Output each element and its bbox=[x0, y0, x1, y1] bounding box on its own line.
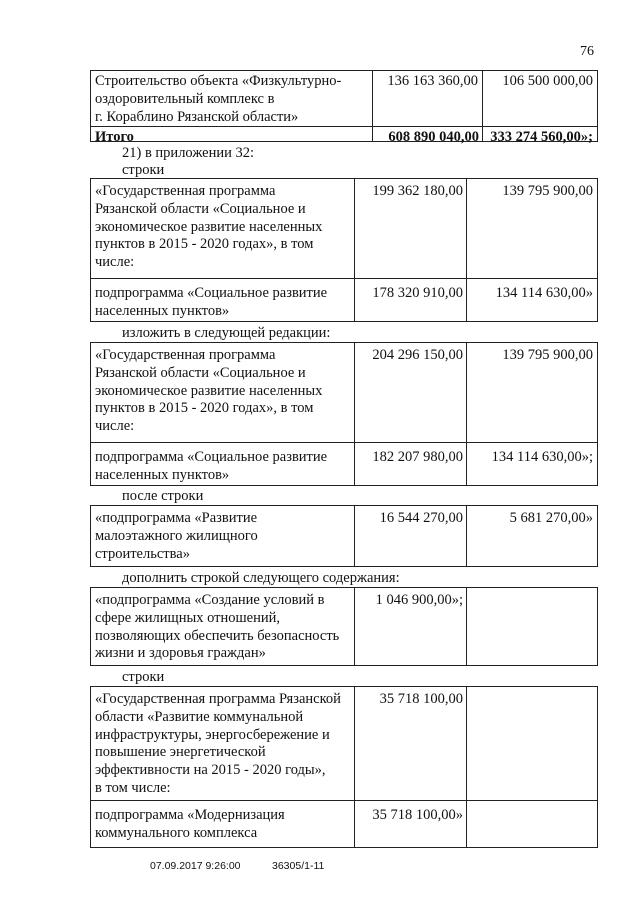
value-2: 5 681 270,00» bbox=[509, 510, 593, 526]
row-divider bbox=[91, 442, 597, 443]
table-2 bbox=[90, 178, 598, 322]
amendment-note: дополнить строкой следующего содержания: bbox=[122, 570, 400, 586]
row-name: «Государственная программа Рязанской области «Социальное и экономическое развитие населенных пунктов в 2015 - 2020 годах», в том числе: bbox=[95, 183, 323, 271]
value-1: 199 362 180,00 bbox=[372, 183, 463, 199]
table-1 bbox=[90, 70, 598, 145]
table-4 bbox=[90, 505, 598, 567]
amendment-note: строки bbox=[122, 669, 165, 685]
row-name: подпрограмма «Социальное развитие населенных пунктов» bbox=[95, 285, 328, 319]
row-divider bbox=[91, 278, 597, 279]
value-1: 35 718 100,00» bbox=[372, 807, 463, 823]
row-name: подпрограмма «Социальное развитие населенных пунктов» bbox=[95, 449, 328, 483]
footer-doc-code: 36305/1-11 bbox=[272, 860, 325, 872]
value-1: 204 296 150,00 bbox=[372, 347, 463, 363]
value-2: 106 500 000,00 bbox=[502, 73, 593, 89]
value-1: 178 320 910,00 bbox=[372, 285, 463, 301]
page-number: 76 bbox=[580, 44, 594, 59]
value-1: 1 046 900,00»; bbox=[375, 592, 463, 608]
row-divider bbox=[91, 800, 597, 801]
row-name: «Государственная программа Рязанской области «Развитие коммунальной инфраструктуры, энергосбережение и повышение энергетической эффективности на 2015 - 2020 годы», в том числе: bbox=[95, 691, 341, 796]
row-name: подпрограмма «Модернизация коммунального комплекса bbox=[95, 807, 285, 841]
amendment-note: строки bbox=[122, 162, 165, 178]
row-name: «подпрограмма «Развитие малоэтажного жилищного строительства» bbox=[95, 510, 258, 562]
value-2: 134 114 630,00»; bbox=[491, 449, 593, 465]
value-2: 139 795 900,00 bbox=[502, 347, 593, 363]
amendment-note: 21) в приложении 32: bbox=[122, 145, 255, 161]
value-2: 134 114 630,00» bbox=[495, 285, 593, 301]
total-value-1: 608 890 040,00 bbox=[388, 129, 479, 145]
amendment-note: после строки bbox=[122, 488, 204, 504]
value-2 bbox=[467, 805, 597, 807]
value-1: 16 544 270,00 bbox=[379, 510, 463, 526]
row-name: «Государственная программа Рязанской области «Социальное и экономическое развитие населенных пунктов в 2015 - 2020 годах», в том числе: bbox=[95, 347, 323, 435]
value-2: 139 795 900,00 bbox=[502, 183, 593, 199]
value-1: 182 207 980,00 bbox=[372, 449, 463, 465]
row-name: Строительство объекта «Физкультурно- оздоровительный комплекс в г. Кораблино Рязанской области» bbox=[95, 73, 342, 125]
total-value-2: 333 274 560,00»; bbox=[490, 129, 593, 145]
table-6 bbox=[90, 686, 598, 848]
value-2 bbox=[467, 689, 597, 691]
amendment-note: изложить в следующей редакции: bbox=[122, 325, 331, 341]
row-name: «подпрограмма «Создание условий в сфере жилищных отношений, позволяющих обеспечить безопасность жизни и здоровья граждан» bbox=[95, 592, 340, 662]
table-5 bbox=[90, 587, 598, 666]
total-label: Итого bbox=[95, 129, 134, 145]
value-2 bbox=[467, 590, 597, 592]
value-1: 136 163 360,00 bbox=[387, 73, 478, 89]
footer-timestamp: 07.09.2017 9:26:00 bbox=[150, 860, 241, 872]
table-3 bbox=[90, 342, 598, 486]
value-1: 35 718 100,00 bbox=[379, 691, 463, 707]
